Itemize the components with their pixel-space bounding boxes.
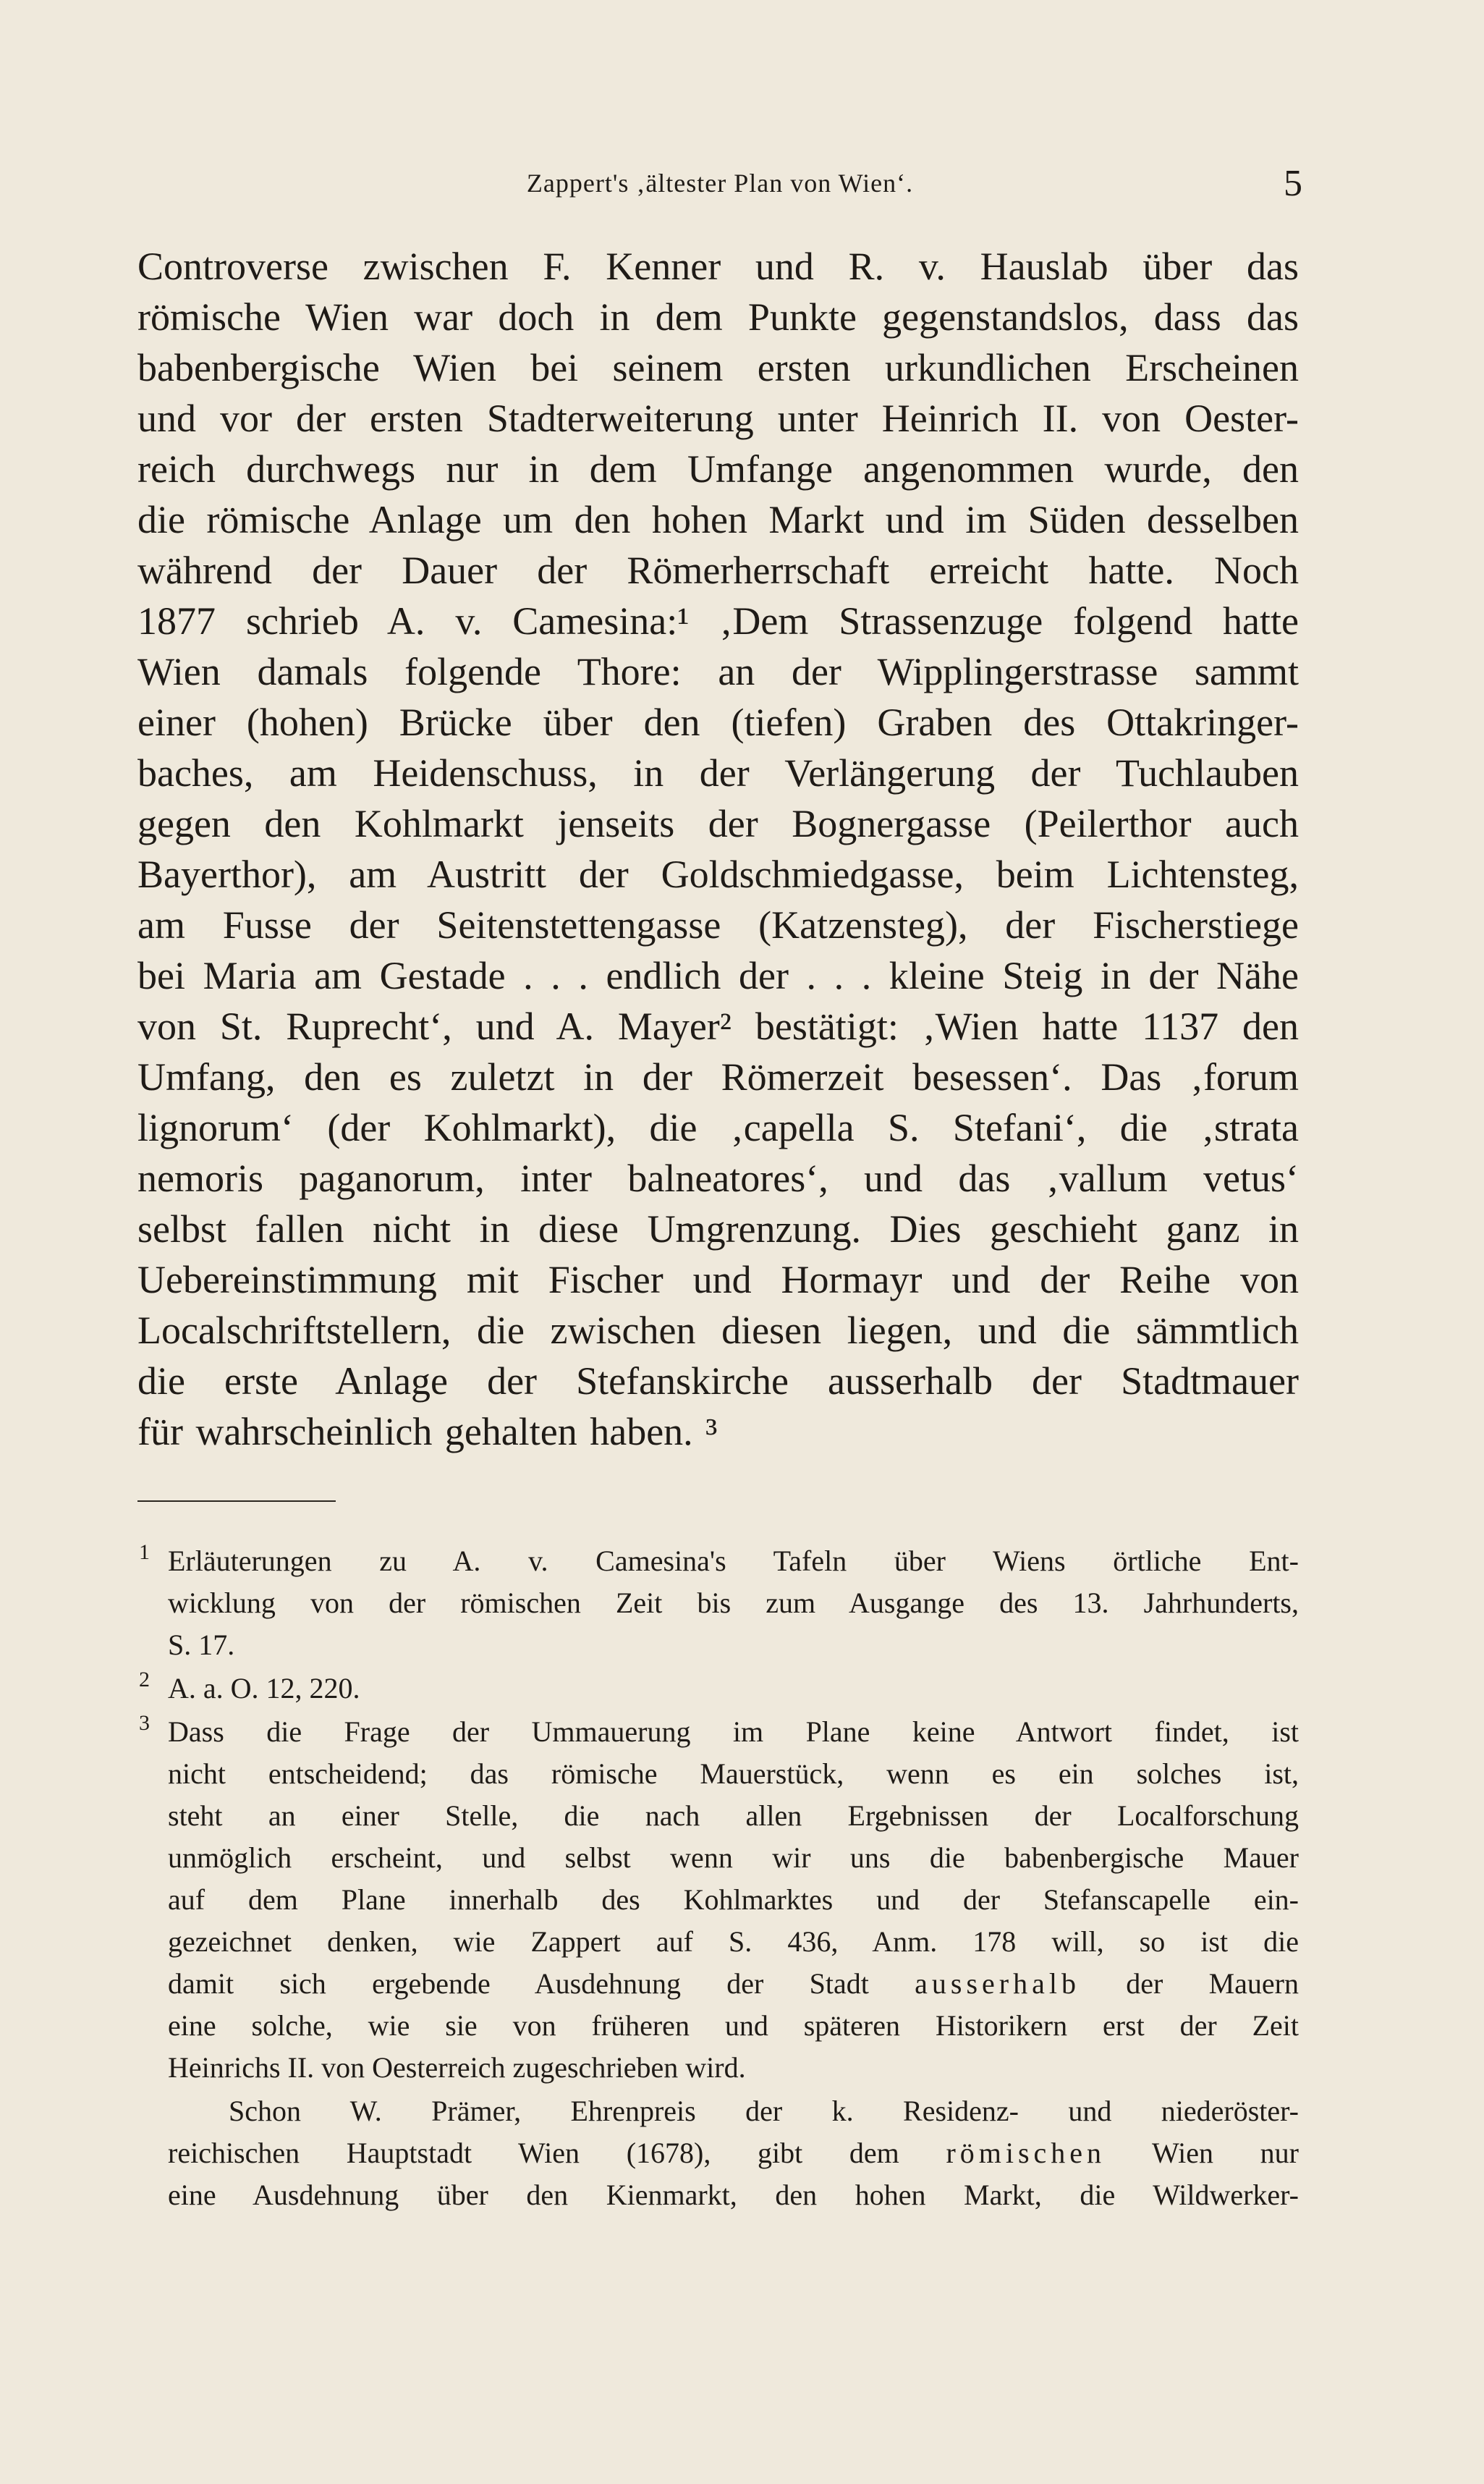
body-line: selbst fallen nicht in diese Umgrenzung. Dies geschieht ganz in (137, 1207, 1299, 1251)
body-line: Localschriftstellern, die zwischen diesen liegen, und die sämmtlich (137, 1309, 1299, 1352)
body-text (137, 241, 1299, 1457)
body-line: nemoris paganorum, inter balneatores‘, und das ‚vallum vetus‘ (137, 1157, 1299, 1200)
body-line: Umfang, den es zuletzt in der Römerzeit besessen‘. Das ‚forum (137, 1055, 1299, 1099)
body-line: bei Maria am Gestade . . . endlich der . . . kleine Steig in der Nähe (137, 954, 1299, 997)
body-line: für wahrscheinlich gehalten haben. ³ (137, 1410, 718, 1453)
emphasized-word: römischen (946, 2137, 1106, 2169)
body-line: Controverse zwischen F. Kenner und R. v. Hauslab über das (137, 245, 1299, 288)
footnote-line: eine solche, wie sie von früheren und späteren Historikern erst der Zeit (168, 2009, 1299, 2042)
body-line: die römische Anlage um den hohen Markt und im Süden desselben (137, 498, 1299, 541)
page-number: 5 (1284, 163, 1302, 204)
emphasized-word: ausserhalb (915, 1967, 1080, 2000)
body-line: baches, am Heidenschuss, in der Verlängerung der Tuchlauben (137, 751, 1299, 795)
footnote-text: Wien nur (1152, 2137, 1299, 2169)
body-line: lignorum‘ (der Kohlmarkt), die ‚capella S. Stefani‘, die ‚strata (137, 1106, 1299, 1149)
footnote-line (168, 1963, 1299, 2005)
body-line: die erste Anlage der Stefanskirche ausserhalb der Stadtmauer (137, 1359, 1299, 1403)
body-line: Wien damals folgende Thore: an der Wipplingerstrasse sammt (137, 650, 1299, 693)
body-line: Uebereinstimmung mit Fischer und Hormayr und der Reihe von (137, 1258, 1299, 1301)
footnote-line: nicht entscheidend; das römische Mauerstück, wenn es ein solches ist, (168, 1757, 1299, 1790)
footnote-line: eine Ausdehnung über den Kienmarkt, den hohen Markt, die Wildwerker- (168, 2179, 1299, 2211)
footnote-text: reichischen Hauptstadt Wien (1678), gibt dem (168, 2137, 899, 2169)
footnote-line: Erläuterungen zu A. v. Camesina's Tafeln über Wiens örtliche Ent- (168, 1545, 1299, 1577)
footnote-line: gezeichnet denken, wie Zappert auf S. 436, Anm. 178 will, so ist die (168, 1925, 1299, 1958)
body-line: 1877 schrieb A. v. Camesina:¹ ‚Dem Strassenzuge folgend hatte (137, 599, 1299, 643)
footnote-marker: 3 (139, 1711, 150, 1735)
footnote-continuation (168, 2090, 1299, 2216)
footnote-text: der Mauern (1126, 1967, 1299, 2000)
footnote-line: steht an einer Stelle, die nach allen Ergebnissen der Localforschung (168, 1799, 1299, 1832)
footnote-line: S. 17. (168, 1628, 235, 1661)
body-line: Bayerthor), am Austritt der Goldschmiedgasse, beim Lichtensteg, (137, 853, 1299, 896)
footnote-line: Dass die Frage der Ummauerung im Plane keine Antwort findet, ist (168, 1715, 1299, 1748)
body-line: babenbergische Wien bei seinem ersten urkundlichen Erscheinen (137, 346, 1299, 389)
body-line: reich durchwegs nur in dem Umfange angenommen wurde, den (137, 447, 1299, 491)
footnotes (139, 1540, 1299, 2218)
footnote-line: Heinrichs II. von Oesterreich zugeschrieben wird. (168, 2051, 746, 2084)
body-line: am Fusse der Seitenstettengasse (Katzensteg), der Fischerstiege (137, 903, 1299, 947)
body-line: während der Dauer der Römerherrschaft erreicht hatte. Noch (137, 549, 1299, 592)
body-line: von St. Ruprecht‘, und A. Mayer² bestätigt: ‚Wien hatte 1137 den (137, 1005, 1299, 1048)
footnote-line: auf dem Plane innerhalb des Kohlmarktes und der Stefanscapelle ein- (168, 1883, 1299, 1916)
footnote-line: A. a. O. 12, 220. (168, 1672, 360, 1704)
footnote-marker: 1 (139, 1540, 150, 1564)
running-title: Zappert's ‚ältester Plan von Wien‘. (526, 169, 914, 198)
footnote-line: wicklung von der römischen Zeit bis zum Ausgange des 13. Jahrhunderts, (168, 1587, 1299, 1619)
footnote-line (168, 2132, 1299, 2174)
body-line: römische Wien war doch in dem Punkte gegenstandslos, dass das (137, 295, 1299, 339)
footnote-line: unmöglich erscheint, und selbst wenn wir uns die babenbergische Mauer (168, 1841, 1299, 1874)
footnote-marker: 2 (139, 1668, 150, 1691)
footnote-2 (139, 1668, 1299, 1710)
footnote-line: Schon W. Prämer, Ehrenpreis der k. Residenz- und niederöster- (229, 2095, 1299, 2127)
running-head (137, 162, 1302, 206)
footnote-text: damit sich ergebende Ausdehnung der Stadt (168, 1967, 869, 2000)
footnote-3 (139, 1711, 1299, 2089)
footnote-separator (137, 1500, 336, 1502)
footnote-1 (139, 1540, 1299, 1666)
body-line: und vor der ersten Stadterweiterung unter Heinrich II. von Oester- (137, 397, 1299, 440)
body-line: einer (hohen) Brücke über den (tiefen) Graben des Ottakringer- (137, 701, 1299, 744)
body-line: gegen den Kohlmarkt jenseits der Bognergasse (Peilerthor auch (137, 802, 1299, 845)
